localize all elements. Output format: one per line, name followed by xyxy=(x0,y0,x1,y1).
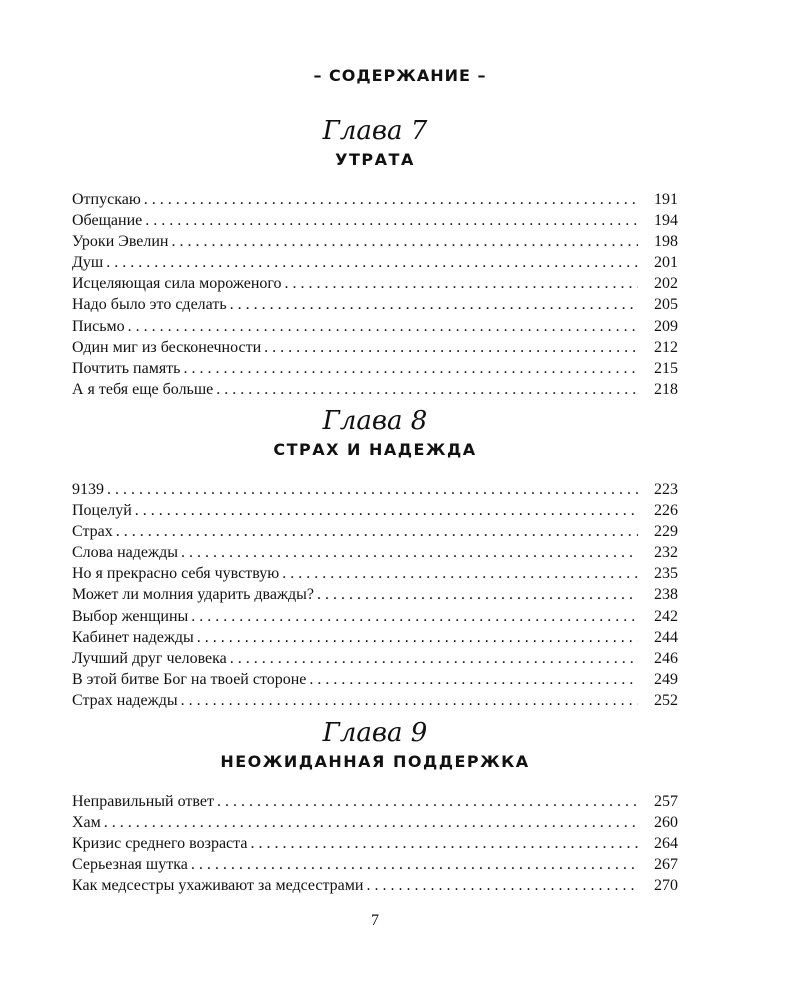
toc-entry[interactable] xyxy=(72,812,678,833)
toc-entry-title: Почтить память xyxy=(72,359,181,377)
toc-entry-title: Душ xyxy=(72,254,104,272)
toc-entry-page: 232 xyxy=(654,544,678,562)
toc-entry[interactable] xyxy=(72,521,678,542)
chapter-label: Глава 7 xyxy=(322,116,428,146)
toc-entry[interactable] xyxy=(72,479,678,500)
toc-entry-title: Серьезная шутка xyxy=(72,856,188,874)
dot-leader xyxy=(264,337,638,358)
dot-leader xyxy=(107,479,638,500)
toc-entry[interactable] xyxy=(72,379,678,400)
toc-entry[interactable] xyxy=(72,690,678,711)
toc-entry-title: Страх xyxy=(72,523,113,541)
toc-entry-title: Но я прекрасно себя чувствую xyxy=(72,565,280,583)
chapter-title: НЕОЖИДАННАЯ ПОДДЕРЖКА xyxy=(220,752,530,771)
toc-entry-page: 202 xyxy=(654,275,678,293)
toc-entry-page: 223 xyxy=(654,481,678,498)
toc-entry-title: Неправильный ответ xyxy=(72,793,214,810)
toc-entry[interactable] xyxy=(72,627,678,648)
toc-entry-title: 9139 xyxy=(72,481,104,498)
toc-entry-title: Слова надежды xyxy=(72,544,178,562)
toc-entry-page: 235 xyxy=(654,565,678,583)
toc-entry[interactable] xyxy=(72,500,678,521)
toc-entry-title: Надо было это сделать xyxy=(72,296,227,314)
chapter-title: СТРАХ И НАДЕЖДА xyxy=(273,440,477,459)
toc-entry-page: 215 xyxy=(654,359,678,377)
toc-entry-title: Хам xyxy=(72,814,101,832)
dot-leader xyxy=(250,833,638,854)
toc-entry[interactable] xyxy=(72,273,678,294)
chapter-label: Глава 8 xyxy=(322,406,428,436)
toc-entry[interactable] xyxy=(72,231,678,252)
dot-leader xyxy=(191,854,638,875)
toc-entry-page: 244 xyxy=(654,628,678,646)
dot-leader xyxy=(144,189,638,210)
toc-entry[interactable] xyxy=(72,606,678,627)
toc-entry-title: Обещание xyxy=(72,212,143,230)
toc-entry-title: Отпускаю xyxy=(72,191,141,208)
toc-entry-page: 229 xyxy=(654,523,678,541)
toc-entry-page: 249 xyxy=(654,670,678,688)
toc-list xyxy=(72,791,678,896)
toc-entry-page: 238 xyxy=(654,586,678,604)
toc-entry-page: 194 xyxy=(654,212,678,230)
toc-entry[interactable] xyxy=(72,210,678,231)
toc-entry-page: 252 xyxy=(654,691,678,709)
toc-entry-title: Поцелуй xyxy=(72,502,132,520)
toc-entry[interactable] xyxy=(72,669,678,690)
toc-entry-title: Кризис среднего возраста xyxy=(72,835,248,853)
toc-entry[interactable] xyxy=(72,358,678,379)
toc-entry-page: 257 xyxy=(654,793,678,810)
toc-entry-page: 267 xyxy=(654,856,678,874)
chapter-7 xyxy=(72,114,678,400)
dot-leader xyxy=(282,563,638,584)
toc-list xyxy=(72,189,678,400)
dot-leader xyxy=(172,231,639,252)
toc-entry[interactable] xyxy=(72,833,678,854)
toc-entry[interactable] xyxy=(72,854,678,875)
dot-leader xyxy=(309,669,638,690)
chapter-title: УТРАТА xyxy=(335,150,415,169)
toc-entry[interactable] xyxy=(72,791,678,812)
chapter-label: Глава 9 xyxy=(322,718,428,748)
toc-entry-title: Может ли молния ударить дважды? xyxy=(72,586,315,604)
toc-entry-page: 218 xyxy=(654,380,678,398)
toc-entry[interactable] xyxy=(72,648,678,669)
toc-entry[interactable] xyxy=(72,316,678,337)
toc-entry-title: Лучший друг человека xyxy=(72,649,227,667)
dot-leader xyxy=(366,875,638,896)
page-number: 7 xyxy=(371,912,379,929)
dot-leader xyxy=(230,648,638,669)
dot-leader xyxy=(285,273,638,294)
dot-leader xyxy=(135,500,638,521)
dot-leader xyxy=(128,316,638,337)
toc-entry-page: 205 xyxy=(654,296,678,314)
toc-entry-title: Как медсестры ухаживают за медсестрами xyxy=(72,877,364,895)
toc-entry[interactable] xyxy=(72,584,678,605)
toc-entry-page: 209 xyxy=(654,317,678,335)
toc-entry-title: Уроки Эвелин xyxy=(72,233,169,251)
toc-entry-title: Один миг из бесконечности xyxy=(72,338,262,356)
toc-header: – СОДЕРЖАНИЕ – xyxy=(313,66,487,85)
toc-entry[interactable] xyxy=(72,337,678,358)
toc-entry[interactable] xyxy=(72,252,678,273)
toc-entry-page: 201 xyxy=(654,254,678,272)
toc-entry-page: 212 xyxy=(654,338,678,356)
dot-leader xyxy=(216,379,638,400)
chapter-9 xyxy=(72,716,678,896)
toc-entry[interactable] xyxy=(72,189,678,210)
toc-entry-page: 198 xyxy=(654,233,678,251)
dot-leader xyxy=(230,294,638,315)
toc-entry-page: 191 xyxy=(654,191,678,208)
chapter-8 xyxy=(72,404,678,711)
dot-leader xyxy=(116,521,638,542)
toc-entry[interactable] xyxy=(72,294,678,315)
toc-entry-page: 242 xyxy=(654,607,678,625)
toc-list xyxy=(72,479,678,711)
toc-entry-page: 264 xyxy=(654,835,678,853)
dot-leader xyxy=(191,606,638,627)
toc-entry-title: Исцеляющая сила мороженого xyxy=(72,275,282,293)
dot-leader xyxy=(181,690,638,711)
toc-entry-title: А я тебя еще больше xyxy=(72,380,214,398)
toc-entry-title: Страх надежды xyxy=(72,691,178,709)
toc-entry-page: 246 xyxy=(654,649,678,667)
dot-leader xyxy=(183,358,638,379)
toc-entry-title: Выбор женщины xyxy=(72,607,189,625)
toc-entry-title: Письмо xyxy=(72,317,125,335)
dot-leader xyxy=(106,252,638,273)
toc-entry[interactable] xyxy=(72,563,678,584)
toc-entry[interactable] xyxy=(72,542,678,563)
toc-entry-title: Кабинет надежды xyxy=(72,628,194,646)
toc-entry[interactable] xyxy=(72,875,678,896)
dot-leader xyxy=(181,542,638,563)
toc-entry-page: 260 xyxy=(654,814,678,832)
toc-entry-title: В этой битве Бог на твоей стороне xyxy=(72,670,307,688)
dot-leader xyxy=(104,812,638,833)
dot-leader xyxy=(145,210,638,231)
dot-leader xyxy=(217,791,638,812)
dot-leader xyxy=(317,584,638,605)
dot-leader xyxy=(197,627,638,648)
toc-entry-page: 270 xyxy=(654,877,678,895)
toc-entry-page: 226 xyxy=(654,502,678,520)
